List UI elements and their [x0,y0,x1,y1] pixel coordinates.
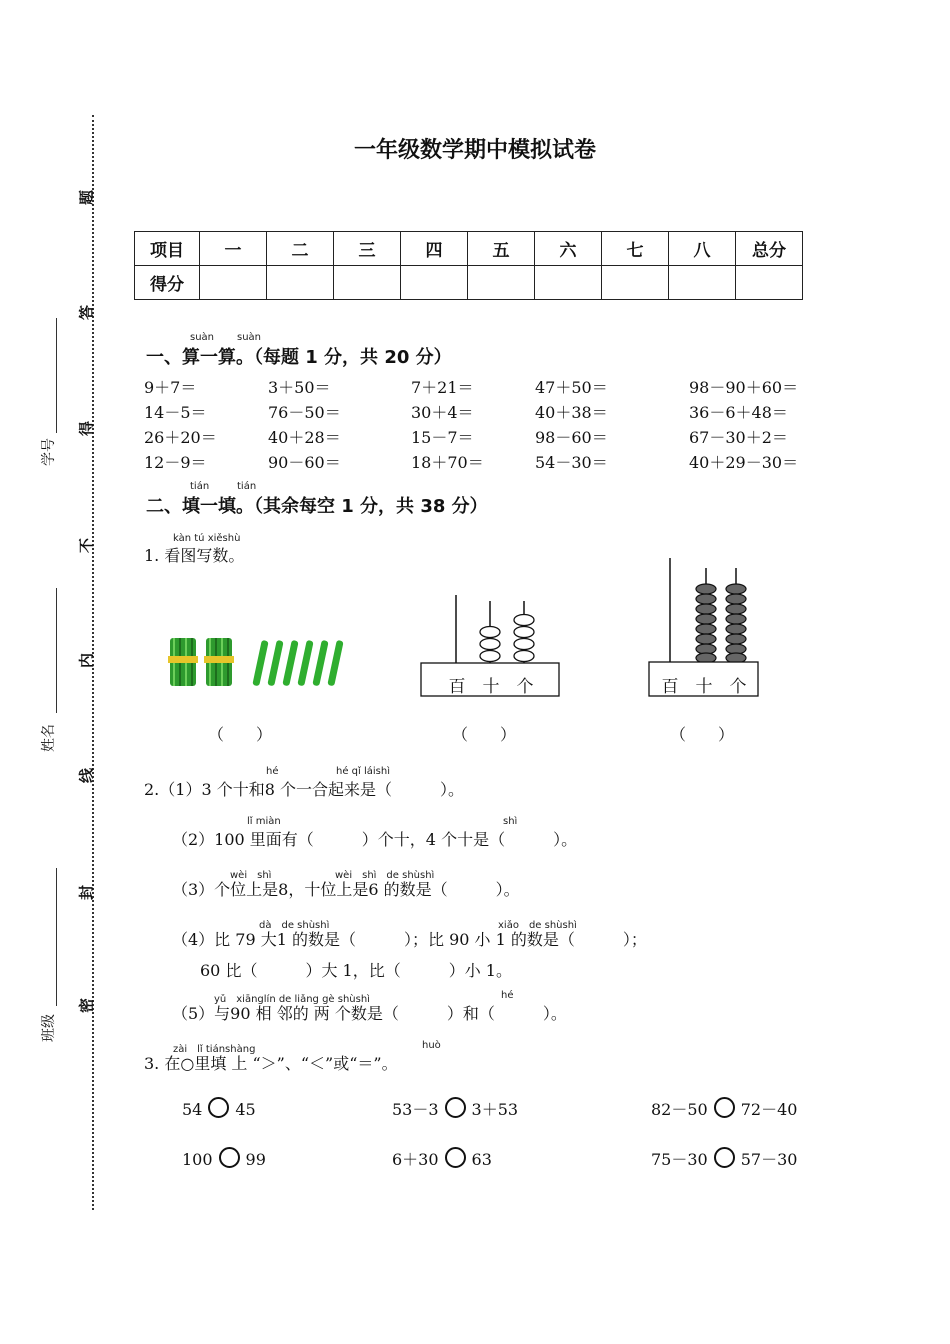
q1-answer-blank[interactable]: （ ） [670,725,735,744]
score-cell[interactable] [602,266,669,300]
calc-problem: 90－60＝ [268,453,341,472]
calc-problem: 40＋29－30＝ [689,453,799,472]
score-header-cell: 总分 [736,232,803,266]
binding-char: 密 [77,998,96,1014]
counting-sticks-image [165,632,355,692]
q2-4-text: （4）比 79 大1 的数是（ ）；比 90 小 1 的数是（ ）； [172,930,647,949]
score-header-cell: 三 [334,232,401,266]
student-id-fill-line[interactable] [56,318,57,433]
calc-problem: 12－9＝ [144,453,207,472]
q1-answer-blank[interactable]: （ ） [452,725,517,744]
q2-4b-text: 60 比（ ）大 1，比（ ）小 1。 [200,961,512,980]
calc-problem: 14－5＝ [144,403,207,422]
calc-problem: 30＋4＝ [411,403,474,422]
calc-problem: 76－50＝ [268,403,341,422]
comparison-left: 53－3 [392,1100,439,1119]
comparison-item [392,1147,492,1170]
binding-char: 线 [77,768,96,784]
binding-char: 答 [77,305,96,321]
pinyin: yǔ xiānglín de liǎng gè shùshì [214,994,370,1005]
comparison-right: 57－30 [740,1150,798,1169]
pinyin: kàn tú xiěshù [173,533,241,544]
pinyin: hé [501,990,514,1001]
section1-heading: 一、算一算。（每题 1 分，共 20 分） [146,347,452,368]
score-table [134,231,803,300]
comparison-left: 75－30 [651,1150,708,1169]
class-label: 班级 [41,1014,57,1042]
pinyin: wèi shì de shùshì [335,870,435,881]
pinyin: suàn [190,332,215,343]
comparison-circle-blank[interactable] [445,1097,466,1118]
comparison-circle-blank[interactable] [714,1147,735,1168]
stick-bundle-icon [168,638,198,686]
comparison-item [651,1097,797,1120]
score-cell[interactable] [267,266,334,300]
comparison-right: 45 [235,1100,256,1119]
comparison-item [651,1147,797,1170]
calc-problem: 98－60＝ [535,428,608,447]
score-table-score-row [135,266,803,300]
score-header-cell: 八 [669,232,736,266]
abacus-1-labels: 百 十 个 [448,677,534,697]
score-header-cell: 七 [602,232,669,266]
q3-text: 3. 在○里填 上 “＞”、“＜”或“＝”。 [144,1054,398,1073]
score-cell[interactable] [200,266,267,300]
score-header-cell: 六 [535,232,602,266]
comparison-circle-blank[interactable] [219,1147,240,1168]
q2-2-text: （2）100 里面有（ ）个十，4 个十是（ ）。 [172,830,578,849]
pinyin: lǐ miàn [247,816,281,827]
score-cell[interactable] [334,266,401,300]
pinyin: hé [266,766,279,777]
comparison-item [392,1097,518,1120]
calc-problem: 40＋28＝ [268,428,341,447]
pinyin: dà de shùshì [259,920,330,931]
calc-problem: 47＋50＝ [535,378,608,397]
class-fill-line[interactable] [56,868,57,1006]
binding-char: 得 [77,421,96,437]
pinyin: suàn [237,332,262,343]
comparison-right: 72－40 [740,1100,798,1119]
stick-bundle-icon [204,638,234,686]
pinyin: hé qǐ láishì [336,766,390,777]
score-cell[interactable] [468,266,535,300]
comparison-circle-blank[interactable] [445,1147,466,1168]
pinyin: zài lǐ tiánshàng [173,1044,256,1055]
q2-1-text: 2.（1）3 个十和8 个一合起来是（ ）。 [144,780,464,799]
calc-problem: 15－7＝ [411,428,474,447]
calc-problem: 40＋38＝ [535,403,608,422]
score-header-cell: 四 [401,232,468,266]
name-label: 姓名 [41,724,57,752]
page-title: 一年级数学期中模拟试卷 [353,138,596,163]
calc-problem: 98－90＋60＝ [689,378,799,397]
q1-answer-blank[interactable]: （ ） [208,725,273,744]
score-cell[interactable] [401,266,468,300]
calc-problem: 54－30＝ [535,453,608,472]
binding-char: 封 [77,885,96,901]
student-id-label: 学号 [41,438,57,466]
score-cell[interactable] [736,266,803,300]
comparison-left: 100 [182,1150,213,1169]
section2-heading: 二、填一填。（其余每空 1 分，共 38 分） [146,496,488,517]
score-row-label: 得分 [135,266,200,300]
calc-problem: 67－30＋2＝ [689,428,788,447]
score-header-cell: 五 [468,232,535,266]
binding-char: 内 [77,653,96,669]
abacus-2-labels: 百 十 个 [661,677,747,697]
name-fill-line[interactable] [56,588,57,713]
comparison-item [182,1097,256,1119]
single-sticks-icon [252,640,343,686]
pinyin: xiǎo de shùshì [498,920,577,931]
calc-problem: 9＋7＝ [144,378,197,397]
comparison-left: 6＋30 [392,1150,439,1169]
score-cell[interactable] [669,266,736,300]
comparison-right: 99 [245,1150,266,1169]
binding-char: 不 [77,538,96,554]
score-cell[interactable] [535,266,602,300]
comparison-left: 82－50 [651,1100,708,1119]
q2-5-text: （5）与90 相 邻的 两 个数是（ ）和（ ）。 [172,1004,567,1023]
pinyin: tián [237,481,257,492]
calc-problem: 36－6＋48＝ [689,403,788,422]
pinyin: shì [503,816,518,827]
pinyin: huò [422,1040,441,1051]
comparison-right: 63 [471,1150,492,1169]
q2-3-text: （3）个位上是8，十位上是6 的数是（ ）。 [172,880,520,899]
score-table-header-row [135,232,803,266]
calc-problem: 18＋70＝ [411,453,484,472]
q1-text: 1. 看图写数。 [144,546,245,565]
comparison-left: 54 [182,1100,203,1119]
comparison-circle-blank[interactable] [714,1097,735,1118]
binding-char: 题 [77,190,96,206]
comparison-circle-blank[interactable] [208,1097,229,1118]
pinyin: tián [190,481,210,492]
calc-problem: 3＋50＝ [268,378,331,397]
score-header-cell: 项目 [135,232,200,266]
score-header-cell: 一 [200,232,267,266]
pinyin: wèi shì [230,870,272,881]
score-header-cell: 二 [267,232,334,266]
comparison-item [182,1147,266,1169]
calc-problem: 7＋21＝ [411,378,474,397]
comparison-right: 3＋53 [471,1100,519,1119]
calc-problem: 26＋20＝ [144,428,217,447]
